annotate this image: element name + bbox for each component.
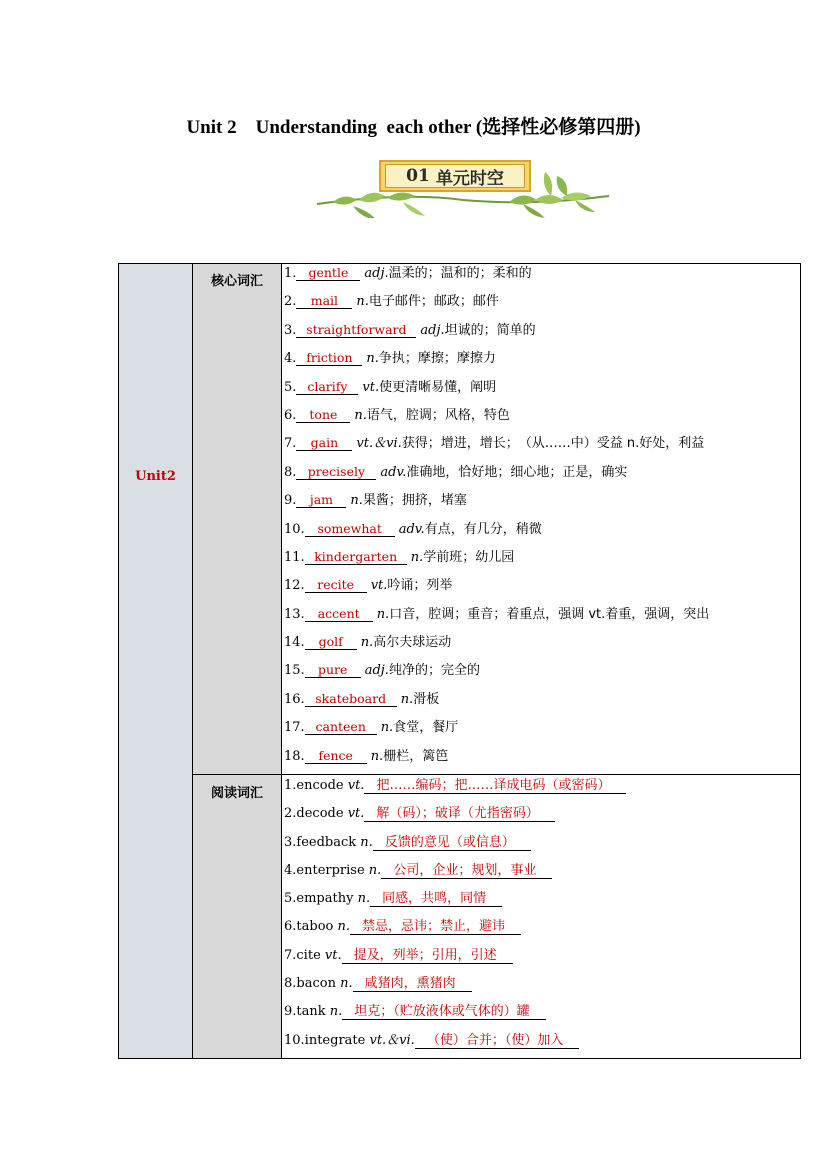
part-of-speech: vt.＆vi. <box>356 436 402 452</box>
answer-blank: skateboard <box>305 691 397 707</box>
reading-vocab-list <box>282 776 801 1059</box>
answer-blank: 咸猪肉，熏猪肉 <box>353 976 472 992</box>
list-item <box>282 633 801 661</box>
category-column <box>193 264 282 1058</box>
list-item <box>282 292 801 320</box>
part-of-speech: adj. <box>364 663 389 679</box>
item-number: 1. <box>284 266 297 281</box>
answer-blank: tone <box>296 407 350 423</box>
part-of-speech: vt. <box>347 778 365 793</box>
part-of-speech: n. <box>356 294 369 310</box>
part-of-speech: n. <box>370 748 384 764</box>
meaning: 学前班；幼儿园 <box>423 549 515 565</box>
meaning: 高尔夫球运动 <box>373 635 452 651</box>
word: 4.enterprise <box>284 862 369 878</box>
list-item <box>282 917 801 945</box>
list-item <box>282 406 801 434</box>
list-item <box>282 747 801 775</box>
unit-label: Unit2 <box>135 469 176 484</box>
part-of-speech: n. <box>410 549 424 565</box>
item-number: 7. <box>284 436 297 452</box>
list-item <box>282 463 801 491</box>
meaning: 有点，有几分，稍微 <box>424 521 542 537</box>
list-item <box>282 434 801 462</box>
part-of-speech: n. <box>329 1004 343 1020</box>
list-item <box>282 605 801 633</box>
meaning: 果酱；拥挤，堵塞 <box>362 493 467 509</box>
item-number: 15. <box>284 663 305 679</box>
section-banner <box>313 156 613 218</box>
meaning: 吟诵；列举 <box>387 578 453 594</box>
answer-blank: golf <box>305 634 357 650</box>
answer-blank: friction <box>296 350 362 366</box>
core-vocab-label: 核心词汇 <box>210 274 263 289</box>
part-of-speech: n. <box>366 351 379 367</box>
part-of-speech: vt. <box>347 806 365 822</box>
meaning: 温柔的；温和的；柔和的 <box>388 266 532 281</box>
item-number: 10. <box>284 521 305 537</box>
list-item <box>282 833 801 861</box>
item-number: 14. <box>284 635 305 651</box>
part-of-speech: adj. <box>364 266 389 281</box>
list-item <box>282 264 801 292</box>
item-number: 3. <box>284 322 297 338</box>
answer-blank: 提及，列举；引用，引述 <box>342 948 513 964</box>
section-number: 01 <box>406 166 430 186</box>
list-item <box>282 974 801 1002</box>
part-of-speech: adj. <box>420 322 445 338</box>
meaning: 坦诚的；简单的 <box>444 322 536 338</box>
meaning: 食堂，餐厅 <box>393 720 459 736</box>
answer-blank: gentle <box>296 265 360 281</box>
answer-blank: 解（码）；破译（尤指密码） <box>364 806 555 822</box>
part-of-speech: vt. <box>324 947 342 963</box>
item-number: 6. <box>284 407 297 423</box>
item-number: 2. <box>284 294 297 310</box>
answer-blank: somewhat <box>305 521 395 537</box>
list-item <box>282 378 801 406</box>
answer-blank: straightforward <box>296 322 416 338</box>
part-of-speech: n. <box>340 976 353 992</box>
item-number: 9. <box>284 493 297 509</box>
answer-blank: 坦克；（贮放液体或气体的）罐 <box>342 1004 546 1020</box>
meaning: 纯净的；完全的 <box>388 663 480 679</box>
item-number: 12. <box>284 578 305 594</box>
answer-blank: clarify <box>296 379 358 395</box>
item-number: 18. <box>284 748 305 764</box>
answer-blank: canteen <box>305 719 377 735</box>
answer-blank: jam <box>296 492 346 508</box>
list-item <box>282 946 801 974</box>
part-of-speech: vt.＆vi. <box>369 1032 415 1048</box>
answer-blank: mail <box>296 293 352 309</box>
vocab-table <box>118 263 801 1059</box>
meaning: 栅栏，篱笆 <box>383 748 449 764</box>
answer-blank: （使）合并；（使）加入 <box>415 1033 580 1049</box>
list-item <box>282 804 801 832</box>
answer-blank: 禁忌，忌讳；禁止，避讳 <box>350 919 521 935</box>
part-of-speech: n. <box>360 834 373 850</box>
part-of-speech: adv. <box>398 521 425 537</box>
part-of-speech: n. <box>400 691 414 707</box>
list-item <box>282 1031 801 1059</box>
meaning: 口音，腔调；重音；着重点，强调 vt.着重，强调，突出 <box>389 606 710 622</box>
list-item <box>282 861 801 889</box>
part-of-speech: n. <box>360 635 374 651</box>
meaning: 争执；摩擦；摩擦力 <box>378 351 496 367</box>
answer-blank: gain <box>296 435 352 451</box>
answer-blank: precisely <box>296 464 376 480</box>
unit-column <box>119 264 193 1058</box>
list-item <box>282 349 801 377</box>
word: 3.feedback <box>284 834 361 850</box>
item-number: 17. <box>284 720 305 736</box>
list-item <box>282 576 801 604</box>
list-item <box>282 718 801 746</box>
list-item <box>282 520 801 548</box>
part-of-speech: n. <box>376 606 390 622</box>
page-title: Unit 2 Understanding each other (选择性必修第四册) <box>186 117 641 138</box>
section-heading: 单元时空 <box>435 168 504 189</box>
part-of-speech: n. <box>354 407 367 423</box>
part-of-speech: adv. <box>380 464 407 480</box>
word: 1.encode <box>284 778 348 793</box>
item-number: 13. <box>284 606 305 622</box>
word: 8.bacon <box>284 976 341 992</box>
word: 2.decode <box>284 806 348 822</box>
part-of-speech: n. <box>368 862 382 878</box>
meaning: 语气，腔调；风格，特色 <box>366 407 510 423</box>
meaning: 电子邮件；邮政；邮件 <box>368 294 499 310</box>
answer-blank: accent <box>305 606 373 622</box>
reading-vocab-label: 阅读词汇 <box>210 786 263 801</box>
list-item <box>282 661 801 689</box>
section-badge <box>379 160 531 192</box>
meaning: 准确地，恰好地；细心地；正是，确实 <box>406 464 628 480</box>
part-of-speech: n. <box>357 891 371 907</box>
list-item <box>282 548 801 576</box>
part-of-speech: n. <box>337 919 351 935</box>
answer-blank: 把……编码；把……译成电码（或密码） <box>364 778 626 794</box>
meaning: 获得；增进，增长； （从……中）受益 n.好处，利益 <box>401 436 705 452</box>
answer-blank: recite <box>305 577 367 593</box>
item-number: 8. <box>284 464 297 480</box>
word: 10.integrate <box>284 1032 370 1048</box>
core-vocab-list <box>282 264 801 775</box>
part-of-speech: vt. <box>370 578 388 594</box>
list-item <box>282 776 801 804</box>
answer-blank: 公司，企业；规划，事业 <box>381 863 552 879</box>
item-number: 16. <box>284 691 305 707</box>
word: 5.empathy <box>284 891 358 907</box>
part-of-speech: n. <box>350 493 363 509</box>
list-item <box>282 889 801 917</box>
word: 9.tank <box>284 1004 330 1020</box>
item-number: 5. <box>284 379 297 395</box>
list-item <box>282 491 801 519</box>
part-of-speech: n. <box>380 720 394 736</box>
answer-blank: 反馈的意见（或信息） <box>373 835 531 851</box>
item-number: 4. <box>284 351 297 367</box>
meaning: 滑板 <box>413 691 440 707</box>
answer-blank: 同感，共鸣，同情 <box>370 891 502 907</box>
item-number: 11. <box>284 549 305 565</box>
part-of-speech: vt. <box>362 379 380 395</box>
answer-blank: fence <box>305 748 367 764</box>
meaning: 使更清晰易懂，阐明 <box>379 379 497 395</box>
word: 6.taboo <box>284 919 338 935</box>
list-item <box>282 690 801 718</box>
answer-blank: pure <box>305 662 361 678</box>
answer-blank: kindergarten <box>305 549 407 565</box>
list-item <box>282 1002 801 1030</box>
word: 7.cite <box>284 947 325 963</box>
list-item <box>282 321 801 349</box>
